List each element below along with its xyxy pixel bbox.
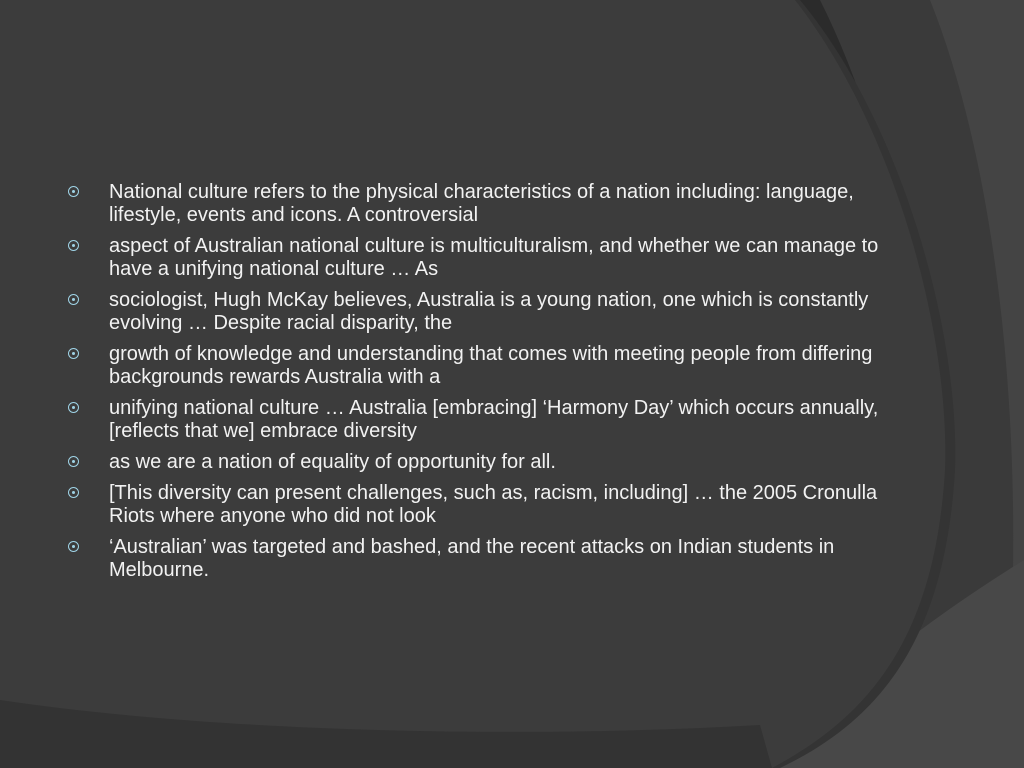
circle-bullet-icon [68,240,79,251]
bullet-text: sociologist, Hugh McKay believes, Australia is a young nation, one which is constantly evolving … Despite racial disparity, the [109,289,869,334]
circle-bullet-icon [68,294,79,305]
bullet-text: [This diversity can present challenges, such as, racism, including] … the 2005 Cronulla Riots where anyone who did not look [109,482,878,527]
circle-bullet-icon [68,186,79,197]
slide-content [66,181,896,590]
circle-bullet-icon [68,541,79,552]
bullet-text: unifying national culture … Australia [embracing] ‘Harmony Day’ which occurs annually, [reflects that we] embrace diversity [109,397,879,442]
bullet-text: as we are a nation of equality of opportunity for all. [109,451,556,473]
list-item [66,451,896,474]
bullet-text: ‘Australian’ was targeted and bashed, and the recent attacks on Indian students in Melbourne. [109,536,835,581]
list-item [66,397,896,443]
circle-bullet-icon [68,348,79,359]
bullet-text: National culture refers to the physical characteristics of a nation including: language, lifestyle, events and icons. A controversial [109,181,854,226]
circle-bullet-icon [68,456,79,467]
circle-bullet-icon [68,487,79,498]
bullet-list [66,181,896,582]
list-item [66,536,896,582]
bullet-text: growth of knowledge and understanding that comes with meeting people from differing backgrounds rewards Australia with a [109,343,873,388]
list-item [66,289,896,335]
circle-bullet-icon [68,402,79,413]
bullet-text: aspect of Australian national culture is multiculturalism, and whether we can manage to have a unifying national culture … As [109,235,879,280]
list-item [66,343,896,389]
list-item [66,482,896,528]
list-item [66,235,896,281]
list-item [66,181,896,227]
